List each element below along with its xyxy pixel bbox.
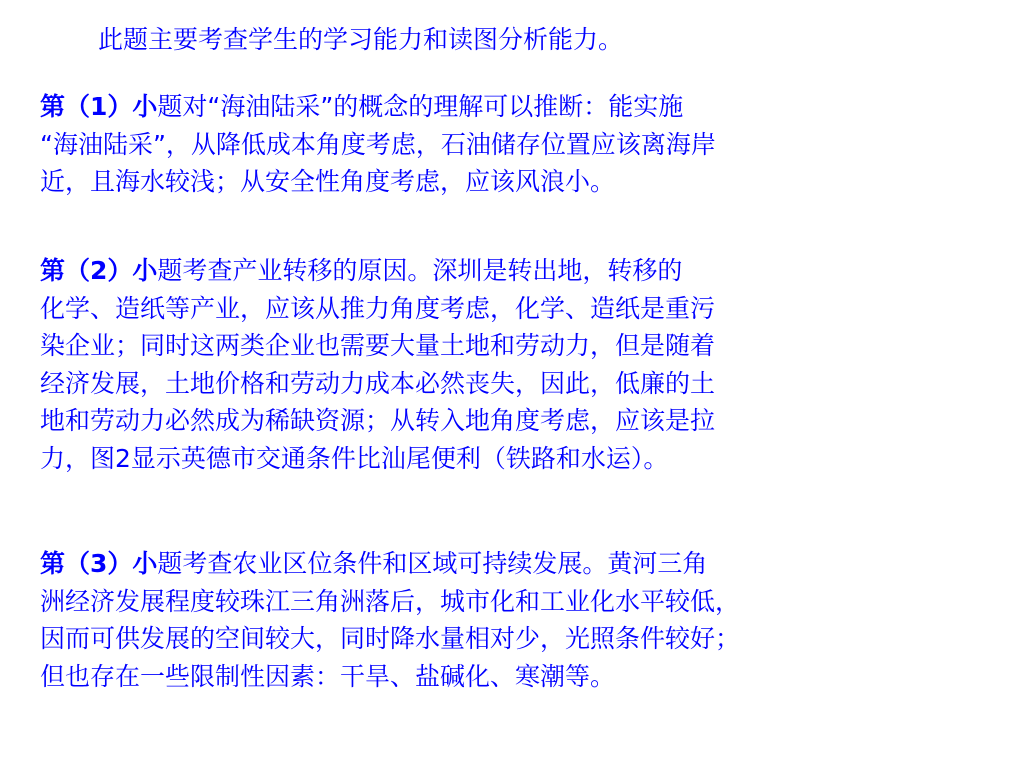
paragraph-body: 题考查产业转移的原因。深圳是转出地，转移的 化学、造纸等产业，应该从推力角度考虑，化学、造纸是重污 染企业；同时这两类企业也需要大量土地和劳动力，但是随着 经济发展，土地价格和劳动力成本必然丧失，因此，低廉的土 地和劳动力必然成为稀缺资源；从转入地角度考虑，应该是拉 力，图2显示英德市交通条件比汕尾便利（铁路和水运）。 xyxy=(40,256,716,473)
paragraph-question-2 xyxy=(40,252,1000,477)
paragraph-body: 题对“海油陆采”的概念的理解可以推断：能实施 “海油陆采”，从降低成本角度考虑，石油储存位置应该离海岸 近，且海水较浅；从安全性角度考虑，应该风浪小。 xyxy=(40,92,716,196)
intro-text: 此题主要考查学生的学习能力和读图分析能力。 xyxy=(98,25,624,54)
paragraph-question-3 xyxy=(40,545,1000,695)
paragraph-lead: 第（1）小 xyxy=(40,92,158,121)
paragraph-question-1 xyxy=(40,88,1000,201)
paragraph-body: 题考查农业区位条件和区域可持续发展。黄河三角 洲经济发展程度较珠江三角洲落后，城市化和工业化水平较低， 因而可供发展的空间较大，同时降水量相对少，光照条件较好； 但也存在一些限制性因素：干旱、盐碱化、寒潮等。 xyxy=(40,549,741,691)
paragraph-lead: 第（3）小 xyxy=(40,549,158,578)
paragraph-lead: 第（2）小 xyxy=(40,256,158,285)
